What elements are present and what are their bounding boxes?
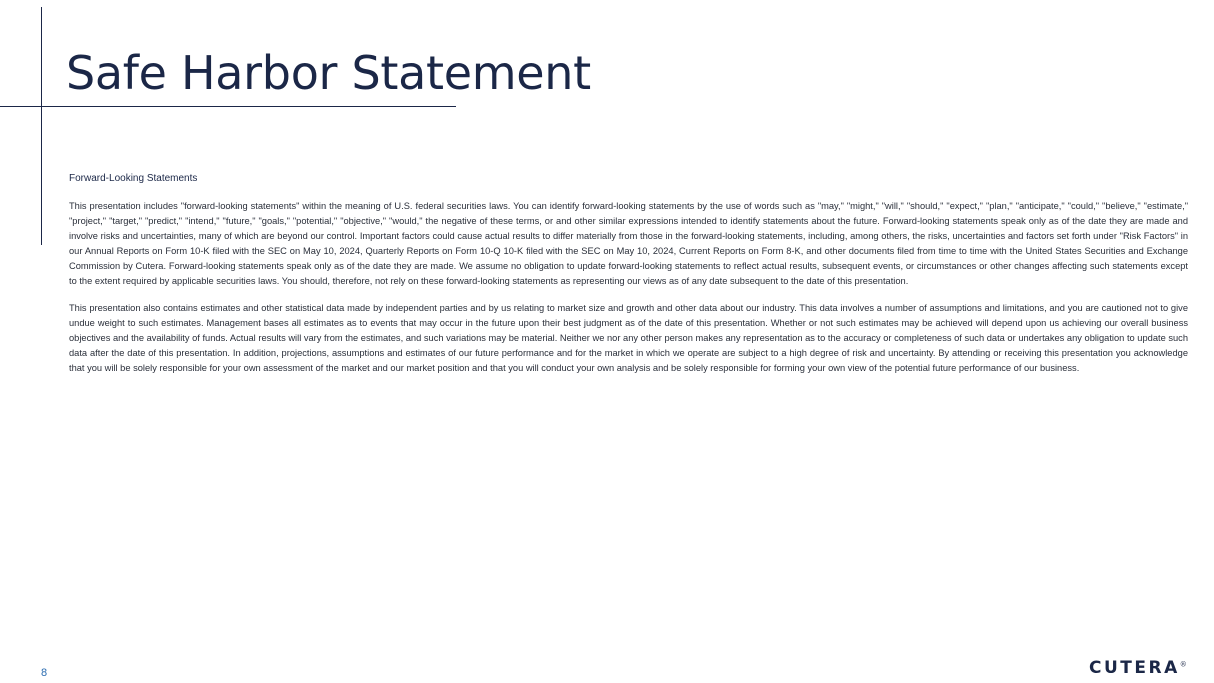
section-subheading: Forward-Looking Statements [69, 173, 198, 184]
paragraph-forward-looking: This presentation includes "forward-looking statements" within the meaning of U.S. federal securities laws. You can identify forward-looking statements by the use of words such as "may," "might," "will," "should," "expect," "plan," "anticipate," "could," "believe," "estimate," "project," "target," "predict," "intend," "future," "goals," "potential," "objective," "would," the negative of these terms, or and other similar expressions intended to identify statements about the future. Forward-looking statements speak only as of the date they are made and involve risks and uncertainties, many of which are beyond our control. Important factors could cause actual results to differ materially from those in the forward-looking statements, including, among others, the risks, uncertainties and factors set forth under "Risk Factors" in our Annual Reports on Form 10-K filed with the SEC on May 10, 2024, Quarterly Reports on Form 10-Q 10-K filed with the SEC on May 10, 2024, Current Reports on Form 8-K, and other documents filed from time to time with the United States Securities and Exchange Commission by Cutera. Forward-looking statements speak only as of the date they are made. We assume no obligation to update forward-looking statements to reflect actual results, subsequent events, or circumstances or other changes affecting such statements except to the extent required by applicable securities laws. You should, therefore, not rely on these forward-looking statements as representing our views as of any date subsequent to the date of this presentation. [69, 201, 1188, 286]
page-number: 8 [41, 667, 48, 679]
accent-vertical-line [41, 7, 42, 245]
paragraph-estimates: This presentation also contains estimates and other statistical data made by independent parties and by us relating to market size and growth and other data about our industry. This data involves a number of assumptions and limitations, and you are cautioned not to give undue weight to such estimates. Management bases all estimates as to events that may occur in the future upon their best judgment as of the date of this presentation. Whether or not such estimates may be achieved will depend upon us achieving our overall business objectives and the availability of funds. Actual results will vary from the estimates, and such variations may be material. Neither we nor any other person makes any representation as to the accuracy or completeness of such data or undertakes any obligation to update such data after the date of this presentation. In addition, projections, assumptions and estimates of our future performance and for the market in which we operate are subject to a high degree of risk and uncertainty. By attending or receiving this presentation you acknowledge that you will be solely responsible for your own assessment of the market and our market position and that you will conduct your own analysis and be solely responsible for forming your own view of the potential future performance of our business. [69, 303, 1188, 373]
accent-horizontal-line [0, 106, 456, 107]
logo-text: CUTERA [1089, 658, 1180, 678]
cutera-logo [1089, 658, 1187, 678]
slide-body [69, 172, 1188, 388]
slide-title: Safe Harbor Statement [66, 46, 591, 100]
registered-mark: ® [1179, 660, 1187, 669]
